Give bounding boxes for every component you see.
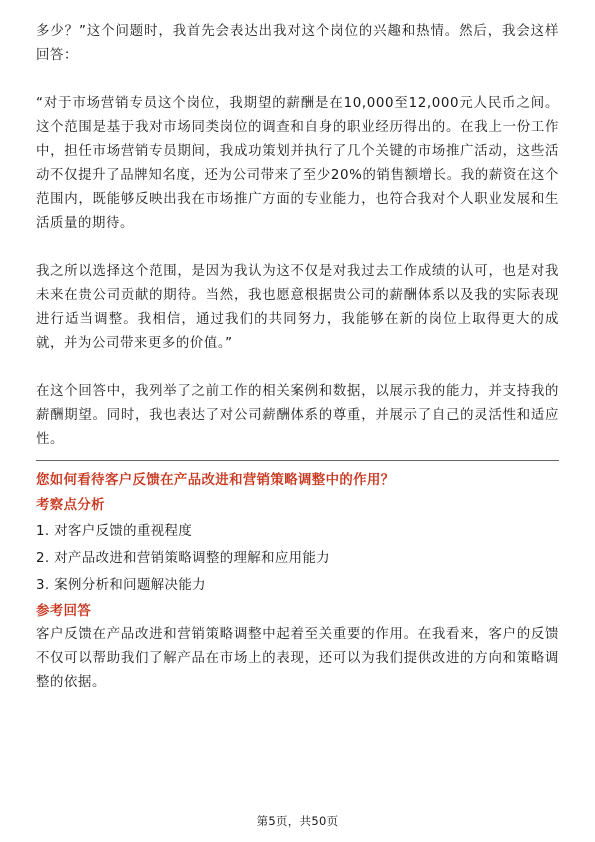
quote-paragraph-1: “对于市场营销专员这个岗位，我期望的薪酬是在10,000至12,000元人民币之间。这个范围是基于我对市场同类岗位的调查和自身的职业经历得出的。在我上一份工作中，担任市场营销专员期间，我成功策划并执行了几个关键的市场推广活动，这些活动不仅提升了品牌知名度，还为公司带来了至少20%的销售额增长。我的薪资在这个范围内，既能够反映出我在市场推广方面的专业能力，也符合我对个人职业发展和生活质量的期待。 [36, 96, 559, 231]
analysis-heading: 考察点分析 [36, 498, 105, 513]
interview-question: 您如何看待客户反馈在产品改进和营销策略调整中的作用？ [36, 473, 395, 488]
analysis-item: 3. 案例分析和问题解决能力 [36, 578, 206, 593]
analysis-item: 2. 对产品改进和营销策略调整的理解和应用能力 [36, 551, 331, 566]
paragraph-gap [36, 356, 559, 380]
analysis-item: 1. 对客户反馈的重视程度 [36, 524, 193, 539]
summary-paragraph: 在这个回答中，我列举了之前工作的相关案例和数据，以展示我的能力，并支持我的薪酬期望。同时，我也表达了对公司薪酬体系的尊重，并展示了自己的灵活性和适应性。 [36, 384, 559, 447]
answer-heading: 参考回答 [36, 604, 92, 619]
section-divider [36, 460, 559, 461]
document-page [36, 20, 559, 695]
intro-paragraph: 多少？”这个问题时，我首先会表达出我对这个岗位的兴趣和热情。然后，我会这样回答： [36, 24, 559, 63]
paragraph-gap [36, 236, 559, 260]
page-indicator: 第5页，共50页 [256, 814, 339, 828]
paragraph-gap [36, 68, 559, 92]
answer-paragraph: 客户反馈在产品改进和营销策略调整中起着至关重要的作用。在我看来，客户的反馈不仅可以帮助我们了解产品在市场上的表现，还可以为我们提供改进的方向和策略调整的依据。 [36, 627, 559, 690]
quote-paragraph-2: 我之所以选择这个范围，是因为我认为这不仅是对我过去工作成绩的认可，也是对我未来在贵公司贡献的期待。当然，我也愿意根据贵公司的薪酬体系以及我的实际表现进行适当调整。我相信，通过我们的共同努力，我能够在新的岗位上取得更大的成就，并为公司带来更多的价值。” [36, 264, 559, 351]
